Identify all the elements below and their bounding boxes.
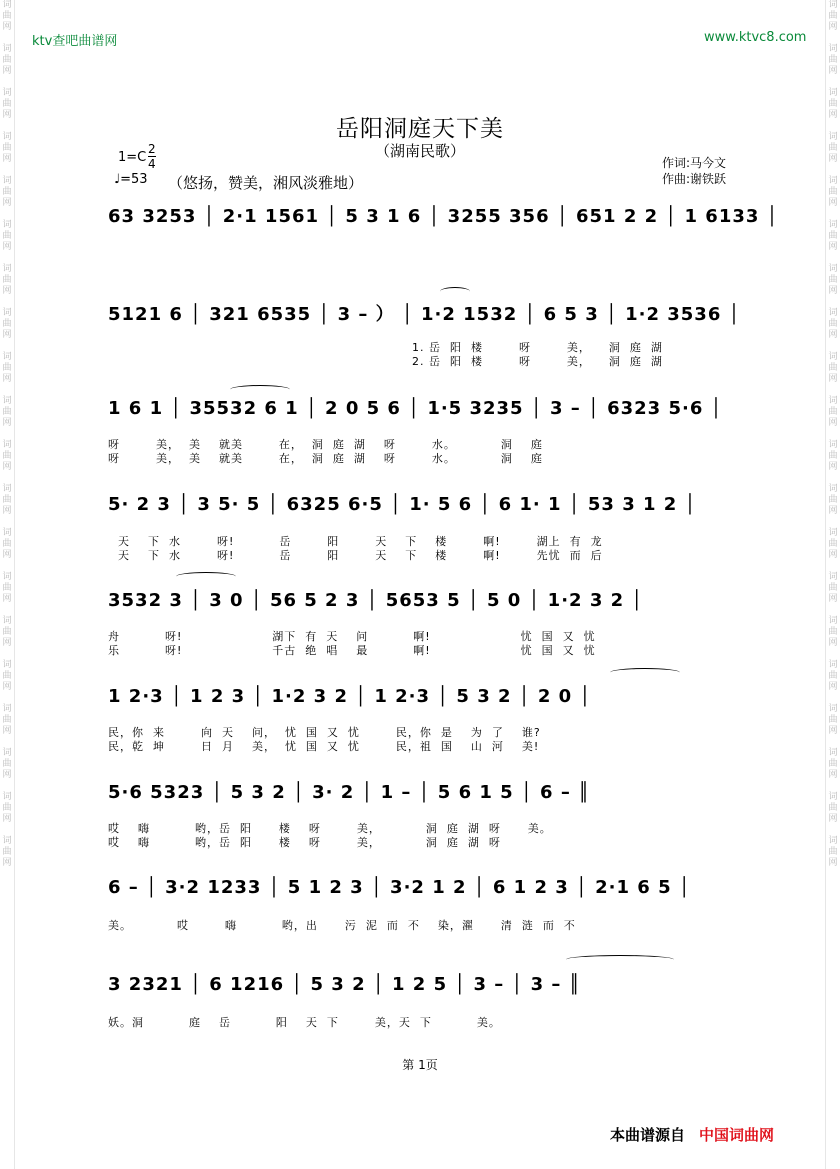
notation-line: 3532 3 │ 3 0 │ 56 5 2 3 │ 5653 5 │ 5 0 │ 1·2 3 2 │ [108, 590, 644, 611]
lyric-line-verse-1: 美。 哎 嗨 哟，出 污 泥 而 不 染，濯 清 涟 而 不 [108, 919, 576, 932]
time-signature [148, 142, 156, 171]
right-watermark-strip: 词 曲 网 词 曲 网 词 曲 网 词 曲 网 词 曲 网 词 曲 网 词 曲 网 词 曲 网 词 曲 网 词 曲 网 词 曲 网 词 曲 网 词 曲 网 词 曲 网 词 曲 网 词 曲 网 词 曲 网 词 曲 网 词 曲 网 词 曲 网 [825, 0, 840, 1169]
slur-mark [610, 668, 680, 677]
lyric-line-verse-2: 天 下 水 呀! 岳 阳 天 下 楼 啊! 先忧 而 后 [118, 549, 603, 562]
lyric-line-verse-2: 民，乾 坤 日 月 美， 忧 国 又 忧 民，祖 国 山 河 美! [108, 740, 540, 753]
tempo-marking: ♩=53 [114, 172, 148, 187]
lyric-line-verse-2: 呀 美， 美 就美 在， 洞 庭 湖 呀 水。 洞 庭 [108, 452, 543, 465]
lyric-line-verse-1: 妖。洞 庭 岳 阳 天 下 美，天 下 美。 [108, 1016, 501, 1029]
time-signature-top: 2 [148, 142, 156, 156]
notation-line: 1 6 1 │ 35532 6 1 │ 2 0 5 6 │ 1·5 3235 │ 3 – │ 6323 5·6 │ [108, 398, 723, 419]
composer-credit: 作曲:谢铁跃 [662, 172, 727, 186]
notation-line: 3 2321 │ 6 1216 │ 5 3 2 │ 1 2 5 │ 3 – │ 3 – ║ [108, 974, 581, 995]
slur-mark [440, 287, 470, 296]
lyric-line-verse-2: 哎 嗨 哟，岳 阳 楼 呀 美， 洞 庭 湖 呀 [108, 836, 501, 849]
lyric-line-verse-1: 民，你 来 向 天 问， 忧 国 又 忧 民，你 是 为 了 谁? [108, 726, 541, 739]
expression-marking: （悠扬，赞美，湘风淡雅地） [168, 174, 364, 192]
time-signature-bottom: 4 [148, 157, 156, 171]
header-site-left[interactable]: ktv查吧曲谱网 [32, 34, 118, 49]
lyric-line-verse-2: 2. 岳 阳 楼 呀 美， 洞 庭 湖 [412, 355, 663, 368]
lyric-line-verse-1: 天 下 水 呀! 岳 阳 天 下 楼 啊! 湖上 有 龙 [118, 535, 603, 548]
page-number: 第 1页 [402, 1058, 438, 1072]
left-watermark-strip: 词 曲 网 词 曲 网 词 曲 网 词 曲 网 词 曲 网 词 曲 网 词 曲 网 词 曲 网 词 曲 网 词 曲 网 词 曲 网 词 曲 网 词 曲 网 词 曲 网 词 曲 网 词 曲 网 词 曲 网 词 曲 网 词 曲 网 词 曲 网 [0, 0, 15, 1169]
slur-mark [566, 955, 674, 964]
key-signature: 1=C [118, 150, 147, 165]
source-label: 本曲谱源自 [610, 1126, 686, 1144]
song-title: 岳阳洞庭天下美 [336, 116, 504, 142]
lyric-line-verse-1: 哎 嗨 哟，岳 阳 楼 呀 美， 洞 庭 湖 呀 美。 [108, 822, 552, 835]
notation-line: 63 3253 │ 2·1 1561 │ 5 3 1 6 │ 3255 356 │ 651 2 2 │ 1 6133 │ [108, 206, 779, 227]
header-site-right[interactable]: www.ktvc8.com [704, 30, 807, 45]
source-credit[interactable] [610, 1124, 774, 1145]
lyric-line-verse-1: 舟 呀! 湖下 有 天 问 啊! 忧 国 又 忧 [108, 630, 596, 643]
song-subtitle: （湖南民歌） [374, 142, 465, 160]
lyric-line-verse-1: 呀 美， 美 就美 在， 洞 庭 湖 呀 水。 洞 庭 [108, 438, 543, 451]
slur-mark [230, 385, 290, 394]
notation-line: 6 – │ 3·2 1233 │ 5 1 2 3 │ 3·2 1 2 │ 6 1 2 3 │ 2·1 6 5 │ [108, 877, 691, 898]
notation-line: 5·6 5323 │ 5 3 2 │ 3· 2 │ 1 – │ 5 6 1 5 │ 6 – ║ [108, 782, 590, 803]
notation-line: 5121 6 │ 321 6535 │ 3 – ） │ 1·2 1532 │ 6 5 3 │ 1·2 3536 │ [108, 304, 741, 325]
notation-line: 5· 2 3 │ 3 5· 5 │ 6325 6·5 │ 1· 5 6 │ 6 1· 1 │ 53 3 1 2 │ [108, 494, 697, 515]
notation-line: 1 2·3 │ 1 2 3 │ 1·2 3 2 │ 1 2·3 │ 5 3 2 │ 2 0 │ [108, 686, 592, 707]
lyric-line-verse-2: 乐 呀! 千古 绝 唱 最 啊! 忧 国 又 忧 [108, 644, 596, 657]
lyricist-credit: 作词:马今文 [662, 156, 727, 170]
source-brand[interactable]: 中国词曲网 [699, 1126, 775, 1144]
lyric-line-verse-1: 1. 岳 阳 楼 呀 美， 洞 庭 湖 [412, 341, 663, 354]
slur-mark [176, 572, 236, 581]
